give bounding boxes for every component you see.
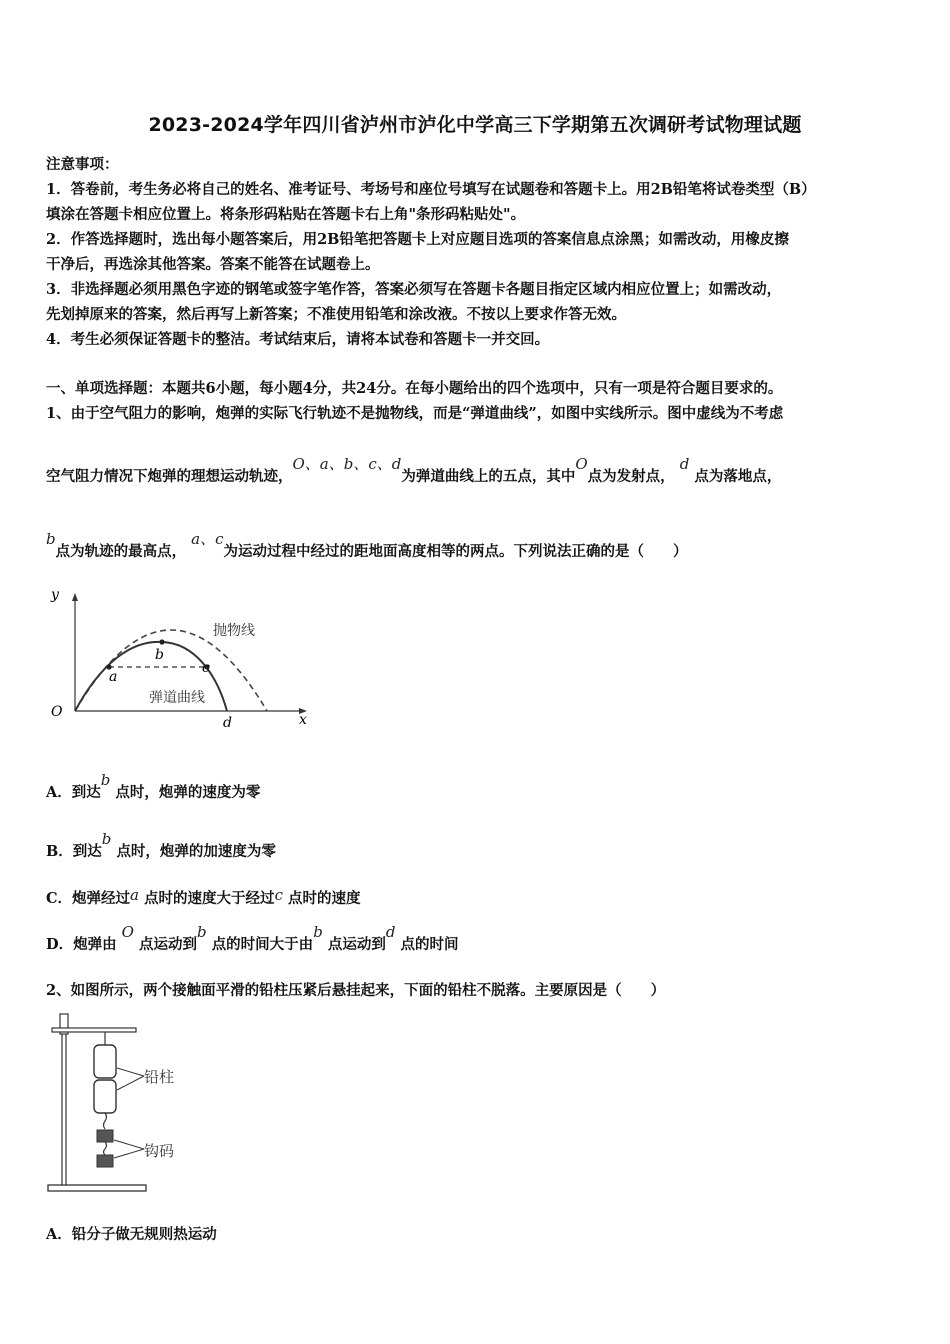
q1-l2-text-e: 点为落地点， xyxy=(694,468,782,485)
stand-base xyxy=(48,1185,146,1191)
q1-option-c[interactable] xyxy=(46,887,361,908)
point-b xyxy=(159,639,164,644)
page-title: 2023-2024学年四川省泸州市泸化中学高三下学期第五次调研考试物理试题 xyxy=(148,114,802,136)
q1-option-d[interactable] xyxy=(46,923,459,954)
leader-weight-1 xyxy=(114,1140,144,1149)
label-y: y xyxy=(51,587,59,603)
stand-pole xyxy=(62,1030,66,1185)
q1-l3-text-a: 点为轨迹的最高点， xyxy=(55,543,187,560)
q1-d-m2: 点的时间大于由 xyxy=(211,936,314,953)
q1-c-post: 点时的速度 xyxy=(288,890,361,907)
trajectory-figure xyxy=(45,580,315,735)
q1-l2-var-d: d xyxy=(679,455,690,473)
q1-c-var2: c xyxy=(274,886,283,904)
notice-line-2: 填涂在答题卡相应位置上。将条形码粘贴在答题卡右上角"条形码粘贴处"。 xyxy=(46,206,526,223)
label-O: O xyxy=(51,704,63,720)
leader-lead-bottom xyxy=(117,1076,144,1090)
stand-arm xyxy=(52,1028,136,1032)
q1-l2-text-a: 空气阻力情况下炮弹的理想运动轨迹， xyxy=(46,468,293,485)
label-x: x xyxy=(299,712,307,728)
q1-line-2 xyxy=(46,455,782,486)
notice-line-7: 4．考生必须保证答题卡的整洁。考试结束后，请将本试卷和答题卡一并交回。 xyxy=(46,331,550,348)
q1-d-m1: 点运动到 xyxy=(139,936,198,953)
label-c: c xyxy=(202,660,210,676)
q1-option-a[interactable] xyxy=(46,771,261,802)
label-b: b xyxy=(155,647,164,663)
q1-d-v4: d xyxy=(385,923,396,941)
label-parabola: 抛物线 xyxy=(213,623,255,639)
leader-weight-2 xyxy=(114,1149,144,1158)
hook-1 xyxy=(104,1113,107,1129)
lead-cylinder-top xyxy=(94,1045,116,1078)
section-heading: 一、单项选择题：本题共6小题，每小题4分，共24分。在每小题给出的四个选项中，只有一项是符合题目要求的。 xyxy=(46,380,783,397)
q1-l2-vars: O、a、b、c、d xyxy=(292,455,402,473)
q1-l2-var-o: O xyxy=(575,455,588,473)
q1-d-pre: D．炮弹由 xyxy=(46,936,117,953)
q2-option-a[interactable]: A．铅分子做无规则热运动 xyxy=(46,1226,217,1243)
notice-line-5: 3．非选择题必须用黑色字迹的钢笔或签字笔作答，答案必须写在答题卡各题目指定区域内相应位置上；如需改动， xyxy=(46,281,782,298)
q1-b-var: b xyxy=(101,830,112,848)
label-lead-cylinder: 铅柱 xyxy=(144,1068,175,1086)
q1-c-pre: C．炮弹经过 xyxy=(46,890,131,907)
lead-cylinder-bottom xyxy=(94,1080,116,1113)
weight-2 xyxy=(97,1155,113,1167)
q1-l3-var-b: b xyxy=(46,530,56,548)
label-d: d xyxy=(223,715,232,731)
q1-l2-text-c: 点为发射点， xyxy=(587,468,675,485)
hook-2 xyxy=(104,1142,107,1155)
weight-1 xyxy=(97,1130,113,1142)
q1-a-post: 点时，炮弹的速度为零 xyxy=(115,784,261,801)
notice-line-1: 1．答卷前，考生务必将自己的姓名、准考证号、考场号和座位号填写在试题卷和答题卡上。用2B铅笔将试卷类型（B） xyxy=(46,181,816,198)
notice-heading: 注意事项： xyxy=(46,156,119,173)
q1-a-pre: A．到达 xyxy=(46,784,101,801)
q1-d-v2: b xyxy=(197,923,207,941)
q1-d-post: 点的时间 xyxy=(400,936,459,953)
q1-l2-text-b: 为弹道曲线上的五点，其中 xyxy=(401,468,576,485)
q1-b-pre: B．到达 xyxy=(46,843,102,860)
notice-line-6: 先划掉原来的答案，然后再写上新答案；不准使用铅笔和涂改液。不按以上要求作答无效。 xyxy=(46,306,626,323)
q1-c-var1: a xyxy=(130,886,139,904)
q1-l3-vars-ac: a、c xyxy=(191,530,224,548)
label-a: a xyxy=(109,669,118,685)
q1-line-1: 1、由于空气阻力的影响，炮弹的实际飞行轨迹不是抛物线，而是“弹道曲线”，如图中实线所示。图中虚线为不考虑 xyxy=(46,405,784,422)
q1-d-m3: 点运动到 xyxy=(327,936,386,953)
q1-option-b[interactable] xyxy=(46,830,276,861)
q1-l3-text-c: 为运动过程中经过的距地面高度相等的两点。下列说法正确的是（ ） xyxy=(223,543,688,560)
leader-lead-top xyxy=(117,1068,144,1076)
q1-d-v1: O xyxy=(121,923,134,941)
q1-d-v3: b xyxy=(313,923,323,941)
notice-line-4: 干净后，再选涂其他答案。答案不能答在试题卷上。 xyxy=(46,256,380,273)
lead-cylinder-figure xyxy=(44,1010,194,1200)
q1-a-var: b xyxy=(100,771,111,789)
q1-b-post: 点时，炮弹的加速度为零 xyxy=(116,843,276,860)
q2-stem: 2、如图所示，两个接触面平滑的铅柱压紧后悬挂起来，下面的铅柱不脱落。主要原因是（ ） xyxy=(46,982,666,999)
y-axis-arrow xyxy=(72,593,78,601)
q1-c-mid: 点时的速度大于经过 xyxy=(144,890,275,907)
label-ballistic: 弹道曲线 xyxy=(149,690,205,706)
label-weight: 钩码 xyxy=(144,1142,175,1160)
q1-line-3 xyxy=(46,530,688,561)
notice-line-3: 2．作答选择题时，选出每小题答案后，用2B铅笔把答题卡上对应题目选项的答案信息点涂黑；如需改动，用橡皮擦 xyxy=(46,231,789,248)
